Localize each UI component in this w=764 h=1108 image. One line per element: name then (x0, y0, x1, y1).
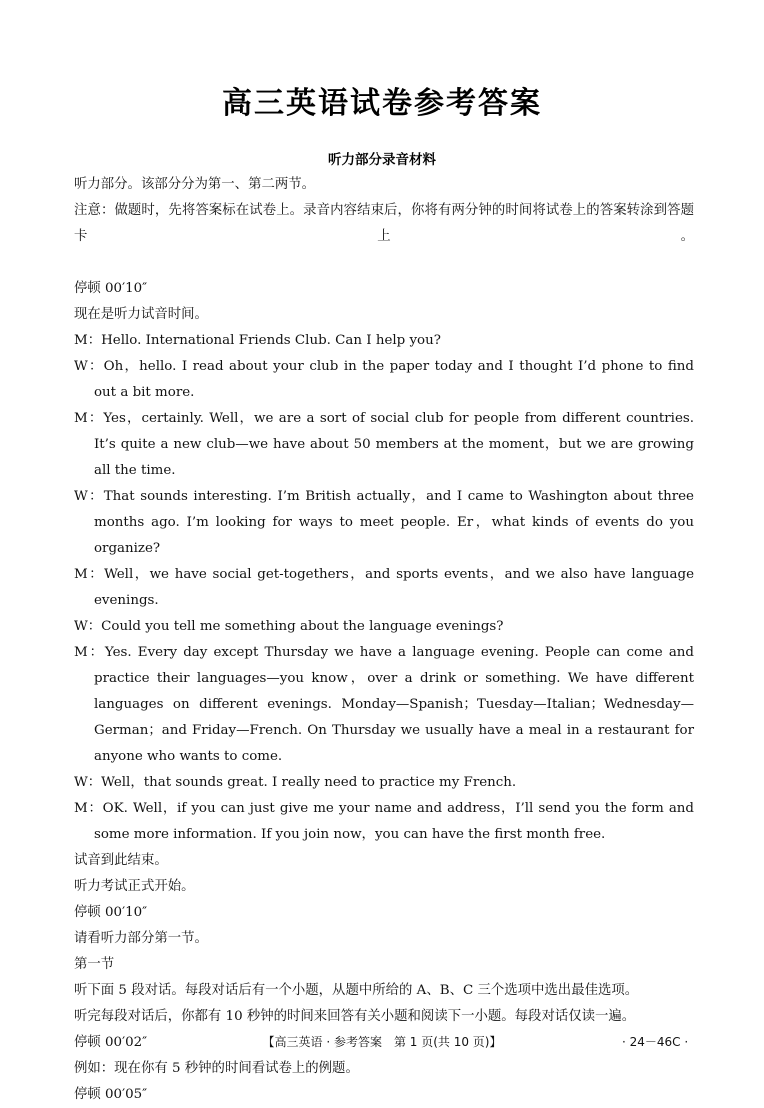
dialogue-line: M：Well，we have social get-togethers，and sports events，and we also have language evenings. (74, 567, 694, 608)
intro-line: 听力部分。该部分分为第一、第二两节。 (74, 177, 316, 192)
dialogue-line: W：Could you tell me something about the language evenings? (74, 619, 504, 634)
pause-marker: 停顿 00′02″ (74, 1035, 148, 1050)
example-line: 例如：现在你有 5 秒钟的时间看试卷上的例题。 (74, 1061, 359, 1076)
footer-code: · 24－46C · (622, 1035, 689, 1049)
transcript-body (74, 172, 694, 1108)
section-prompt: 请看听力部分第一节。 (74, 931, 208, 946)
dialogue-line: M：Yes. Every day except Thursday we have a language evening. People can come and practice their languages—you know，over a drink or something. We have different languages on different evenings. Monday—Spanish；Tuesday—Italian；Wednesday—German；and Friday—French. On Thursday we usually have a meal in a restaurant for anyone who wants to come. (74, 645, 694, 764)
section-instruction: 听下面 5 段对话。每段对话后有一个小题，从题中所给的 A、B、C 三个选项中选出最佳选项。 (74, 983, 639, 998)
section-subtitle: 听力部分录音材料 (328, 152, 436, 168)
instruction-paragraph: 注意：做题时，先将答案标在试卷上。录音内容结束后，你将有两分钟的时间将试卷上的答案转涂到答题卡上。 (74, 203, 694, 244)
page-title: 高三英语试卷参考答案 (222, 86, 542, 121)
sound-test-line: 现在是听力试音时间。 (74, 307, 208, 322)
dialogue-line: W：Oh，hello. I read about your club in the paper today and I thought I’d phone to find out a bit more. (74, 359, 694, 400)
exam-start-line: 听力考试正式开始。 (74, 879, 195, 894)
test-end-line: 试音到此结束。 (74, 853, 168, 868)
dialogue-line: M：Yes，certainly. Well，we are a sort of social club for people from different countries. It’s quite a new club—we have about 50 members at the moment，but we are growing all the time. (74, 411, 694, 478)
footer-page-info: 【高三英语 · 参考答案 第 1 页(共 10 页)】 (262, 1035, 502, 1049)
section-heading: 第一节 (74, 957, 115, 972)
dialogue-line: M：Hello. International Friends Club. Can I help you? (74, 333, 441, 348)
dialogue-line: M：OK. Well，if you can just give me your name and address，I’ll send you the form and some more information. If you join now，you can have the first month free. (74, 801, 694, 842)
dialogue-line: W：That sounds interesting. I’m British actually，and I came to Washington about three months ago. I’m looking for ways to meet people. Er，what kinds of events do you organize? (74, 489, 694, 556)
pause-marker: 停顿 00′05″ (74, 1087, 148, 1102)
dialogue-line: W：Well，that sounds great. I really need to practice my French. (74, 775, 517, 790)
section-instruction: 听完每段对话后，你都有 10 秒钟的时间来回答有关小题和阅读下一小题。每段对话仅读一遍。 (74, 1009, 636, 1024)
pause-marker: 停顿 00′10″ (74, 281, 148, 296)
pause-marker: 停顿 00′10″ (74, 905, 148, 920)
